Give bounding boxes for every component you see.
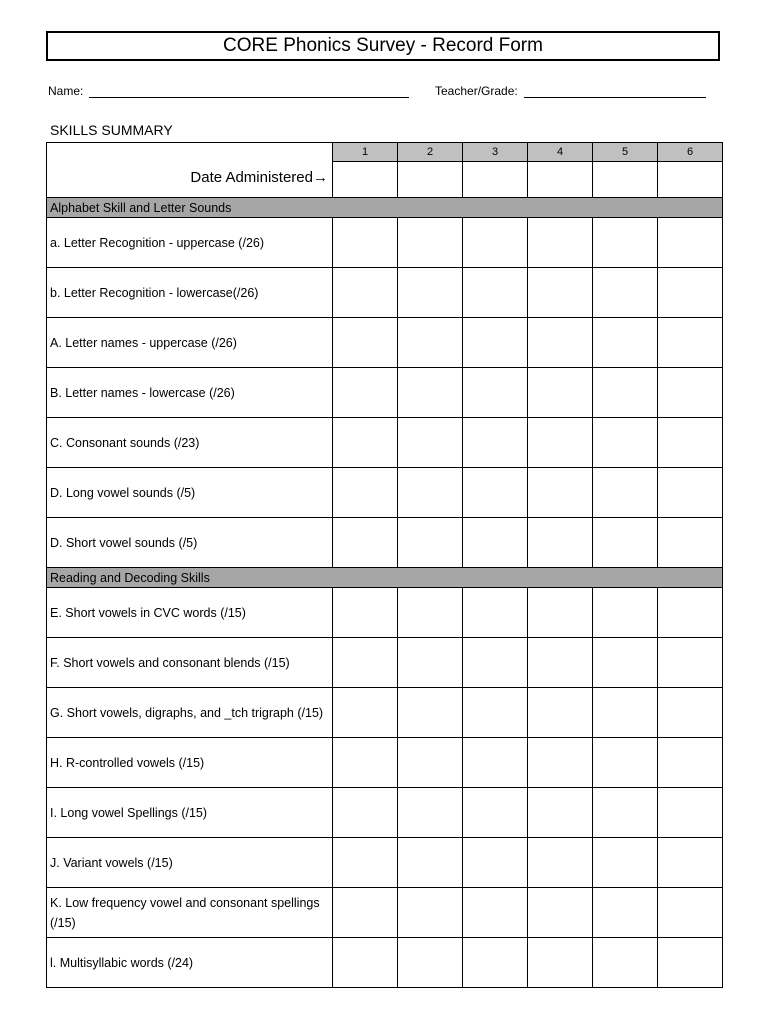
score-cell[interactable] bbox=[398, 938, 463, 988]
score-cell[interactable] bbox=[333, 518, 398, 568]
score-cell[interactable] bbox=[398, 688, 463, 738]
section-title: Reading and Decoding Skills bbox=[47, 568, 723, 588]
score-cell[interactable] bbox=[593, 938, 658, 988]
name-label: Name: bbox=[48, 84, 84, 98]
score-cell[interactable] bbox=[593, 468, 658, 518]
score-cell[interactable] bbox=[658, 468, 723, 518]
score-cell[interactable] bbox=[398, 588, 463, 638]
skill-row bbox=[47, 838, 723, 888]
score-cell[interactable] bbox=[593, 318, 658, 368]
skill-label: C. Consonant sounds (/23) bbox=[47, 418, 333, 468]
skill-label: D. Short vowel sounds (/5) bbox=[47, 518, 333, 568]
score-cell[interactable] bbox=[528, 838, 593, 888]
teacher-grade-field[interactable] bbox=[435, 84, 706, 98]
score-cell[interactable] bbox=[528, 738, 593, 788]
score-cell[interactable] bbox=[528, 268, 593, 318]
skill-row bbox=[47, 218, 723, 268]
score-cell[interactable] bbox=[528, 518, 593, 568]
score-cell[interactable] bbox=[528, 418, 593, 468]
session-number: 2 bbox=[398, 143, 463, 162]
session-number: 3 bbox=[463, 143, 528, 162]
score-cell[interactable] bbox=[528, 218, 593, 268]
score-cell[interactable] bbox=[463, 788, 528, 838]
skill-label: I. Long vowel Spellings (/15) bbox=[47, 788, 333, 838]
score-cell[interactable] bbox=[333, 888, 398, 938]
score-cell[interactable] bbox=[593, 738, 658, 788]
score-cell[interactable] bbox=[333, 588, 398, 638]
skill-row bbox=[47, 738, 723, 788]
score-cell[interactable] bbox=[463, 938, 528, 988]
date-cell[interactable] bbox=[463, 162, 528, 198]
score-cell[interactable] bbox=[463, 688, 528, 738]
score-cell[interactable] bbox=[398, 468, 463, 518]
score-cell[interactable] bbox=[333, 268, 398, 318]
score-cell[interactable] bbox=[333, 418, 398, 468]
score-cell[interactable] bbox=[528, 318, 593, 368]
score-cell[interactable] bbox=[463, 638, 528, 688]
score-cell[interactable] bbox=[398, 888, 463, 938]
score-cell[interactable] bbox=[528, 938, 593, 988]
score-cell[interactable] bbox=[593, 418, 658, 468]
score-cell[interactable] bbox=[463, 368, 528, 418]
score-cell[interactable] bbox=[658, 838, 723, 888]
score-cell[interactable] bbox=[333, 218, 398, 268]
score-cell[interactable] bbox=[658, 318, 723, 368]
skill-row bbox=[47, 318, 723, 368]
score-cell[interactable] bbox=[658, 268, 723, 318]
score-cell[interactable] bbox=[398, 418, 463, 468]
score-cell[interactable] bbox=[463, 468, 528, 518]
date-cell[interactable] bbox=[398, 162, 463, 198]
skill-label: F. Short vowels and consonant blends (/15) bbox=[47, 638, 333, 688]
score-cell[interactable] bbox=[333, 938, 398, 988]
score-cell[interactable] bbox=[333, 468, 398, 518]
skill-label: G. Short vowels, digraphs, and _tch trigraph (/15) bbox=[47, 688, 333, 738]
score-cell[interactable] bbox=[463, 268, 528, 318]
date-administered-label: Date Administered→ bbox=[47, 143, 333, 198]
score-cell[interactable] bbox=[398, 368, 463, 418]
score-cell[interactable] bbox=[528, 588, 593, 638]
score-cell[interactable] bbox=[593, 218, 658, 268]
skill-row bbox=[47, 788, 723, 838]
skill-row bbox=[47, 468, 723, 518]
score-cell[interactable] bbox=[398, 638, 463, 688]
skill-row bbox=[47, 418, 723, 468]
teacher-grade-line[interactable] bbox=[524, 85, 706, 98]
score-cell[interactable] bbox=[593, 888, 658, 938]
score-cell[interactable] bbox=[658, 738, 723, 788]
score-cell[interactable] bbox=[463, 418, 528, 468]
score-cell[interactable] bbox=[593, 838, 658, 888]
score-cell[interactable] bbox=[528, 368, 593, 418]
score-cell[interactable] bbox=[658, 588, 723, 638]
score-cell[interactable] bbox=[333, 688, 398, 738]
score-cell[interactable] bbox=[658, 638, 723, 688]
skill-row bbox=[47, 368, 723, 418]
score-cell[interactable] bbox=[593, 788, 658, 838]
score-cell[interactable] bbox=[658, 368, 723, 418]
skill-row bbox=[47, 888, 723, 938]
skill-label: A. Letter names - uppercase (/26) bbox=[47, 318, 333, 368]
date-cell[interactable] bbox=[528, 162, 593, 198]
session-number: 5 bbox=[593, 143, 658, 162]
score-cell[interactable] bbox=[528, 888, 593, 938]
score-cell[interactable] bbox=[593, 588, 658, 638]
score-cell[interactable] bbox=[463, 218, 528, 268]
score-cell[interactable] bbox=[658, 938, 723, 988]
skill-label: B. Letter names - lowercase (/26) bbox=[47, 368, 333, 418]
score-cell[interactable] bbox=[333, 318, 398, 368]
session-number: 6 bbox=[658, 143, 723, 162]
score-cell[interactable] bbox=[333, 368, 398, 418]
name-field[interactable] bbox=[48, 84, 409, 98]
score-cell[interactable] bbox=[593, 688, 658, 738]
score-cell[interactable] bbox=[658, 888, 723, 938]
skill-row bbox=[47, 518, 723, 568]
score-cell[interactable] bbox=[593, 368, 658, 418]
score-cell[interactable] bbox=[658, 688, 723, 738]
session-number: 1 bbox=[333, 143, 398, 162]
score-cell[interactable] bbox=[528, 638, 593, 688]
date-cell[interactable] bbox=[593, 162, 658, 198]
score-cell[interactable] bbox=[398, 738, 463, 788]
skill-label: J. Variant vowels (/15) bbox=[47, 838, 333, 888]
skill-row bbox=[47, 588, 723, 638]
date-cell[interactable] bbox=[333, 162, 398, 198]
skill-row bbox=[47, 938, 723, 988]
session-header-row bbox=[47, 143, 723, 162]
skill-row bbox=[47, 688, 723, 738]
form-title: CORE Phonics Survey - Record Form bbox=[46, 31, 720, 61]
score-cell[interactable] bbox=[398, 518, 463, 568]
score-cell[interactable] bbox=[398, 268, 463, 318]
skill-label: E. Short vowels in CVC words (/15) bbox=[47, 588, 333, 638]
score-cell[interactable] bbox=[398, 788, 463, 838]
score-cell[interactable] bbox=[528, 468, 593, 518]
teacher-grade-label: Teacher/Grade: bbox=[435, 84, 518, 98]
score-cell[interactable] bbox=[398, 838, 463, 888]
skill-label: l. Multisyllabic words (/24) bbox=[47, 938, 333, 988]
score-cell[interactable] bbox=[398, 318, 463, 368]
skill-label: D. Long vowel sounds (/5) bbox=[47, 468, 333, 518]
score-cell[interactable] bbox=[658, 788, 723, 838]
score-cell[interactable] bbox=[333, 788, 398, 838]
skill-label: b. Letter Recognition - lowercase(/26) bbox=[47, 268, 333, 318]
score-cell[interactable] bbox=[333, 838, 398, 888]
score-cell[interactable] bbox=[463, 838, 528, 888]
skill-label: a. Letter Recognition - uppercase (/26) bbox=[47, 218, 333, 268]
skill-label: H. R-controlled vowels (/15) bbox=[47, 738, 333, 788]
score-cell[interactable] bbox=[463, 318, 528, 368]
score-cell[interactable] bbox=[658, 518, 723, 568]
score-cell[interactable] bbox=[333, 638, 398, 688]
section-title: Alphabet Skill and Letter Sounds bbox=[47, 198, 723, 218]
skills-summary-heading: SKILLS SUMMARY bbox=[50, 122, 173, 138]
score-cell[interactable] bbox=[658, 418, 723, 468]
score-cell[interactable] bbox=[593, 518, 658, 568]
name-line[interactable] bbox=[89, 85, 409, 98]
section-header-row bbox=[47, 568, 723, 588]
score-cell[interactable] bbox=[528, 688, 593, 738]
date-cell[interactable] bbox=[658, 162, 723, 198]
score-cell[interactable] bbox=[528, 788, 593, 838]
skill-label: K. Low frequency vowel and consonant spellings (/15) bbox=[47, 888, 333, 938]
score-cell[interactable] bbox=[463, 518, 528, 568]
skill-row bbox=[47, 268, 723, 318]
score-cell[interactable] bbox=[398, 218, 463, 268]
score-cell[interactable] bbox=[593, 268, 658, 318]
score-cell[interactable] bbox=[463, 738, 528, 788]
section-header-row bbox=[47, 198, 723, 218]
score-cell[interactable] bbox=[593, 638, 658, 688]
score-cell[interactable] bbox=[333, 738, 398, 788]
session-number: 4 bbox=[528, 143, 593, 162]
skills-summary-table bbox=[46, 142, 723, 988]
score-cell[interactable] bbox=[658, 218, 723, 268]
score-cell[interactable] bbox=[463, 888, 528, 938]
skill-row bbox=[47, 638, 723, 688]
score-cell[interactable] bbox=[463, 588, 528, 638]
